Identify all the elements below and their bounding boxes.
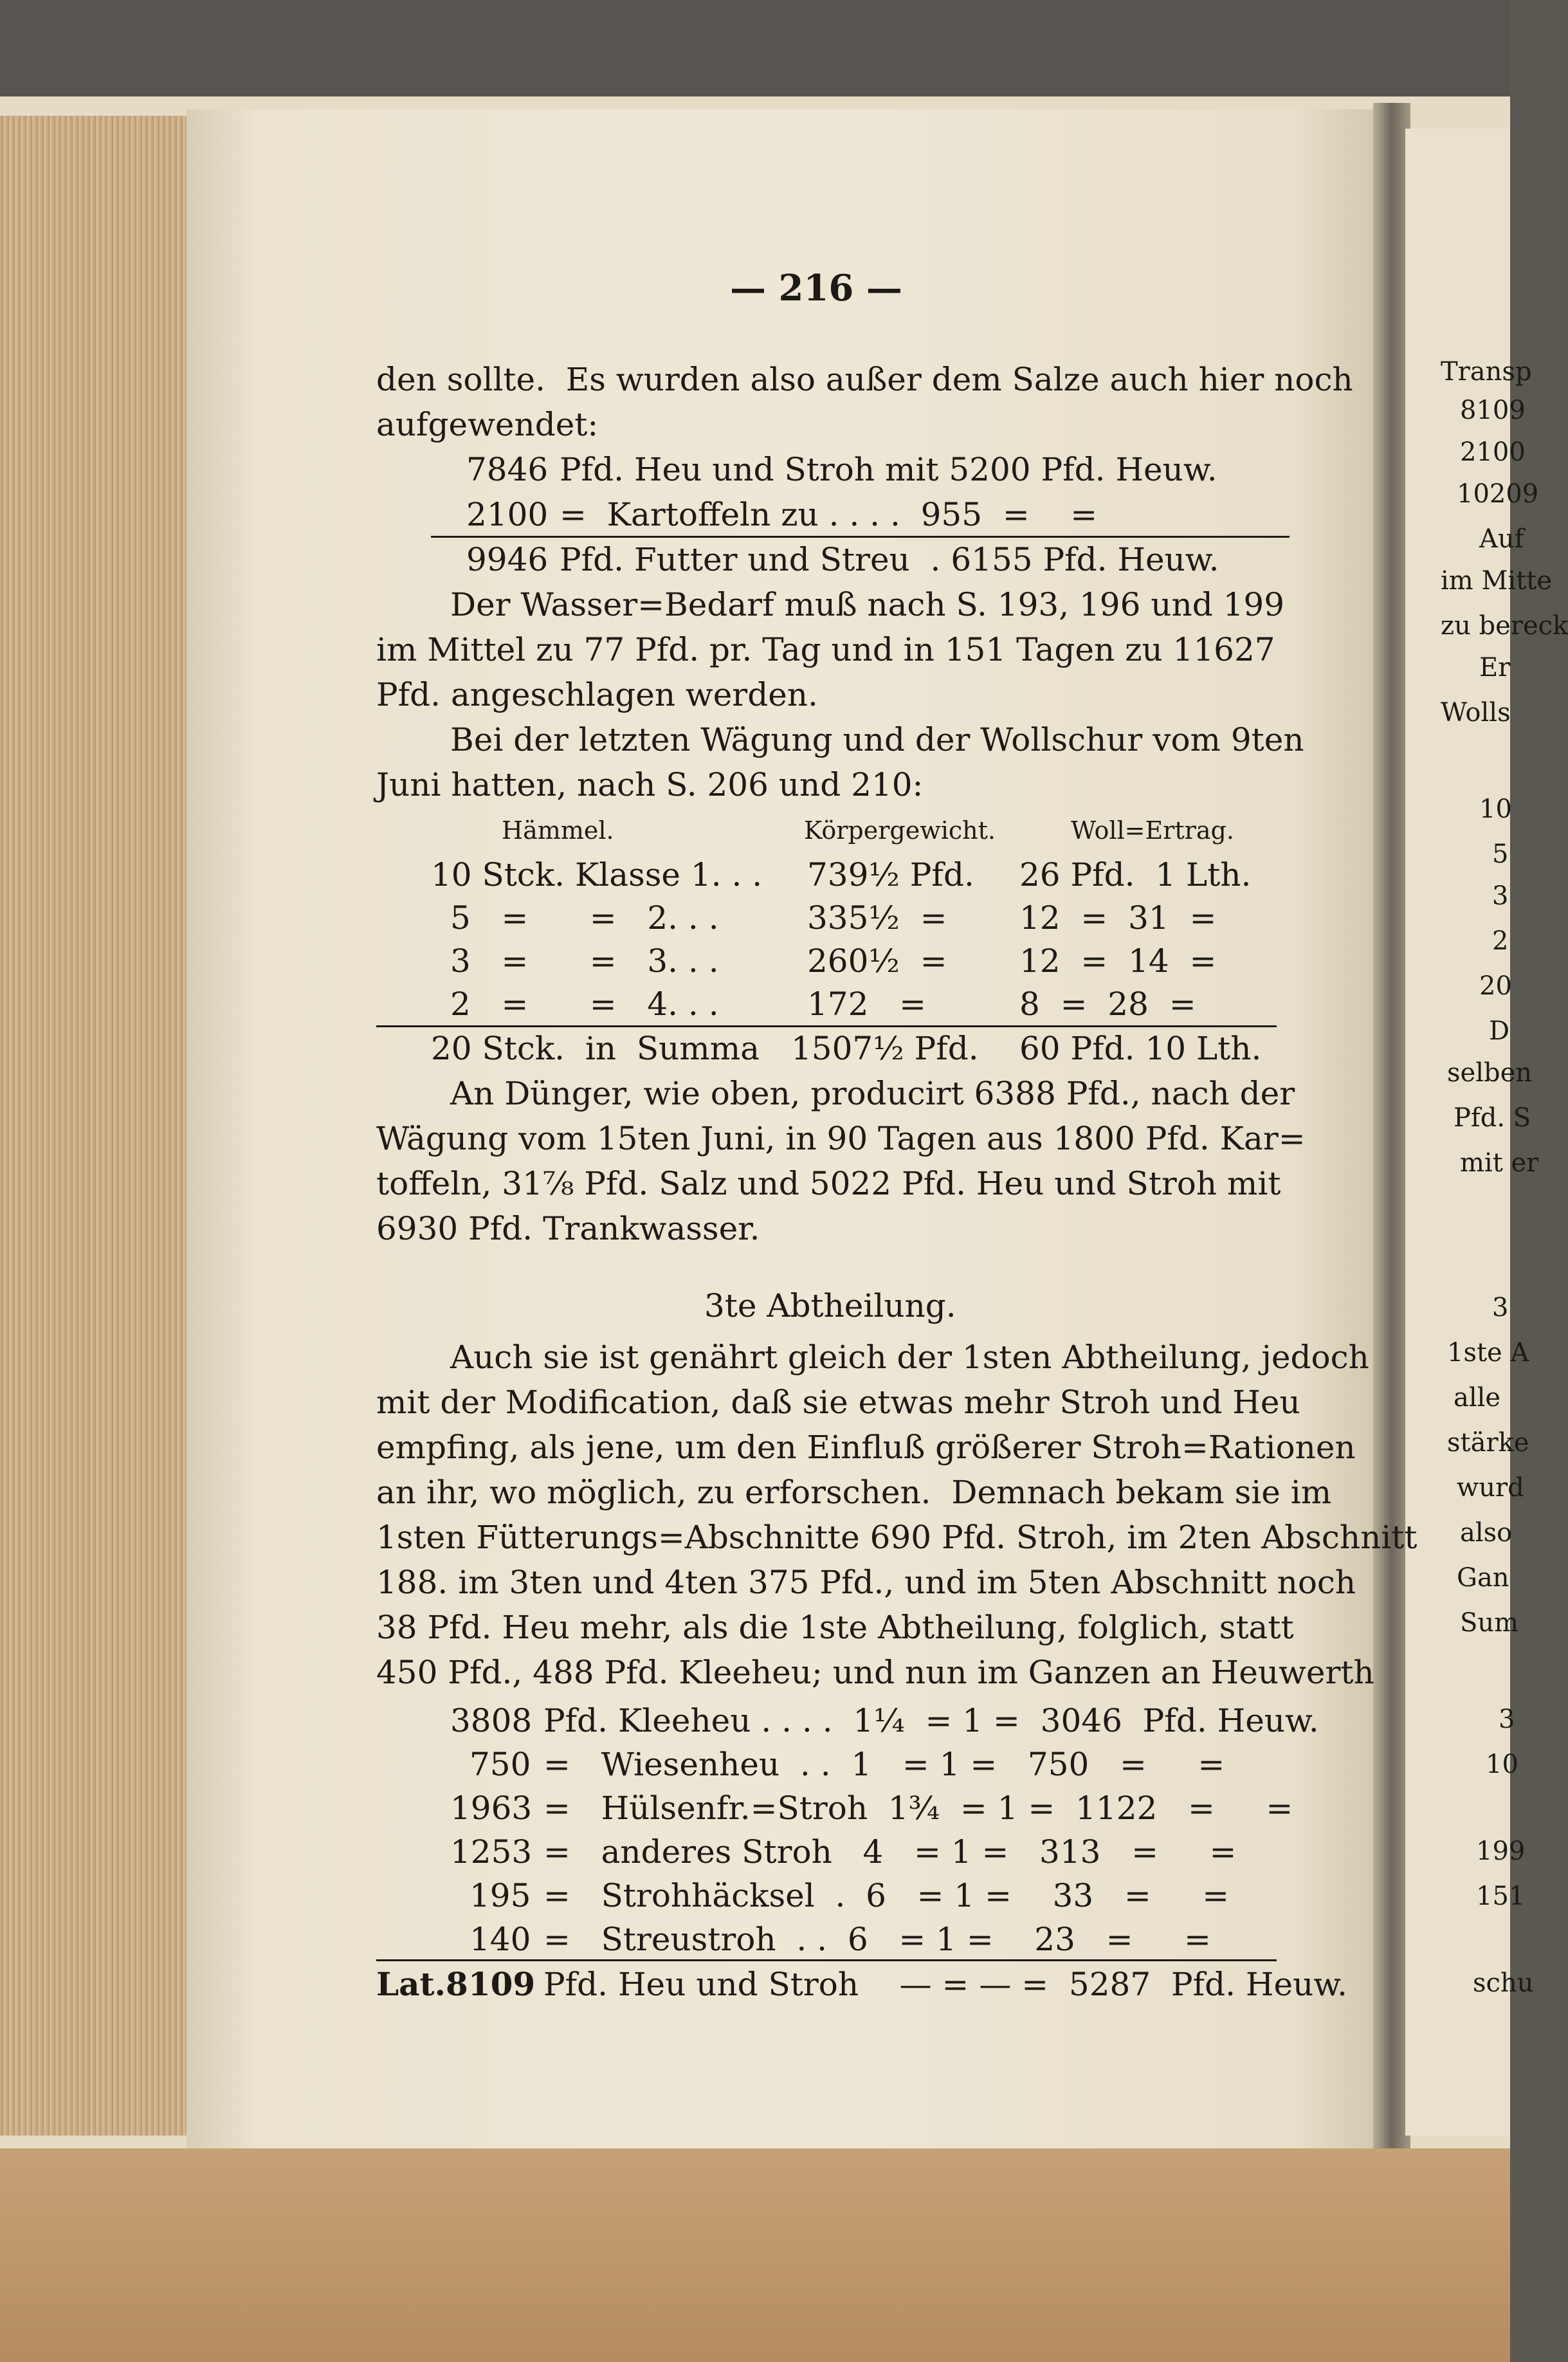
right-page-fragment: 2: [1492, 926, 1509, 956]
sheep-wool: 12 = 31 =: [1019, 899, 1217, 937]
right-page-fragment: 5: [1492, 839, 1509, 869]
fodder-text: = Kartoffeln zu . . . . 955 = =: [560, 496, 1098, 533]
right-page-fragment: selben: [1447, 1058, 1533, 1088]
fodder-text: Pfd. Heu und Stroh mit 5200 Pfd. Heuw.: [560, 451, 1217, 488]
body-line: 6930 Pfd. Trankwasser.: [376, 1210, 760, 1247]
body-line: toffeln, 31⅞ Pfd. Salz und 5022 Pfd. Heu und Stroh mit: [376, 1165, 1281, 1202]
right-page-fragment: 1ste A: [1447, 1338, 1529, 1368]
right-page-fragment: mit er: [1460, 1148, 1539, 1178]
body-line: Bei der letzten Wägung und der Wollschur vom 9ten: [450, 721, 1304, 758]
column-header: Hämmel.: [502, 816, 614, 845]
sheep-wool: 12 = 14 =: [1019, 942, 1217, 980]
hay-text: = anderes Stroh 4 = 1 = 313 = =: [543, 1833, 1237, 1871]
hay-qty: 1253: [450, 1833, 533, 1871]
sheep-count: 10 Stck. Klasse 1. . .: [431, 856, 763, 893]
fodder-text: Pfd. Futter und Streu . 6155 Pfd. Heuw.: [560, 541, 1219, 578]
fodder-qty: 7846: [466, 451, 549, 488]
sheep-total-wool: 60 Pfd. 10 Lth.: [1019, 1030, 1262, 1067]
right-page-fragment: 3: [1492, 1293, 1509, 1323]
right-page-fragment: alle: [1454, 1383, 1501, 1413]
body-line: Auch sie ist genährt gleich der 1sten Abtheilung, jedoch: [450, 1339, 1369, 1376]
fodder-qty: 9946: [466, 541, 549, 578]
right-page-fragment: also: [1460, 1518, 1513, 1548]
body-line: im Mittel zu 77 Pfd. pr. Tag und in 151 Tagen zu 11627: [376, 631, 1275, 668]
sheep-total-count: 20 Stck. in Summa: [431, 1030, 760, 1067]
right-page-fragment: 3: [1499, 1705, 1515, 1734]
hay-text: = Strohhäcksel . 6 = 1 = 33 = =: [543, 1877, 1230, 1914]
column-header: Körpergewicht.: [804, 816, 996, 845]
sheep-count: 3 = = 3. . .: [450, 942, 719, 980]
body-line: Der Wasser=Bedarf muß nach S. 193, 196 und 199: [450, 586, 1285, 623]
sheep-weight: 335½ =: [807, 899, 947, 937]
sheep-count: 2 = = 4. . .: [450, 985, 719, 1023]
right-page-fragment: 199: [1476, 1836, 1526, 1866]
hay-text: = Wiesenheu . . 1 = 1 = 750 = =: [543, 1746, 1225, 1783]
sum-rule: [376, 1025, 1277, 1027]
body-line: Wägung vom 15ten Juni, in 90 Tagen aus 1800 Pfd. Kar=: [376, 1120, 1306, 1157]
right-page-fragment: stärke: [1447, 1428, 1529, 1458]
body-line: empfing, als jene, um den Einfluß größerer Stroh=Rationen: [376, 1429, 1356, 1466]
right-page-fragment: Wolls: [1441, 698, 1511, 728]
sheep-wool: 26 Pfd. 1 Lth.: [1019, 856, 1252, 893]
right-page-fragment: Gan: [1457, 1563, 1509, 1593]
hay-qty: 3808: [450, 1702, 533, 1739]
right-page-fragment: 151: [1476, 1881, 1526, 1911]
body-line: 450 Pfd., 488 Pfd. Kleeheu; und nun im Ganzen an Heuwerth: [376, 1654, 1374, 1691]
right-page-fragment: wurd: [1457, 1473, 1524, 1503]
body-line: Juni hatten, nach S. 206 und 210:: [376, 766, 924, 803]
body-line: 1sten Fütterungs=Abschnitte 690 Pfd. Stroh, im 2ten Abschnitt: [376, 1519, 1418, 1556]
right-page-fragment: 2100: [1460, 437, 1526, 467]
fodder-qty: 2100: [466, 496, 549, 533]
page-number: — 216 —: [730, 267, 902, 309]
hay-total-qty: Lat.8109: [376, 1965, 536, 2003]
right-page-fragment: 3: [1492, 881, 1509, 911]
sum-rule: [431, 536, 1290, 538]
hay-text: Pfd. Kleeheu . . . . 1¼ = 1 = 3046 Pfd. Heuw.: [543, 1702, 1319, 1739]
sheep-count: 5 = = 2. . .: [450, 899, 719, 937]
hay-qty: 750: [469, 1746, 531, 1783]
body-line: Pfd. angeschlagen werden.: [376, 676, 818, 713]
body-line: aufgewendet:: [376, 406, 599, 443]
sheep-weight: 739½ Pfd.: [807, 856, 974, 893]
body-line: den sollte. Es wurden also außer dem Salze auch hier noch: [376, 361, 1353, 398]
section-heading: 3te Abtheilung.: [704, 1287, 956, 1324]
hay-qty: 195: [469, 1877, 531, 1914]
right-page-fragment: Sum: [1460, 1608, 1519, 1638]
sheep-weight: 172 =: [807, 985, 927, 1023]
body-line: 38 Pfd. Heu mehr, als die 1ste Abtheilung, folglich, statt: [376, 1609, 1294, 1646]
column-header: Woll=Ertrag.: [1071, 816, 1234, 845]
hay-qty: 1963: [450, 1790, 533, 1827]
sheep-weight: 260½ =: [807, 942, 947, 980]
body-line: mit der Modification, daß sie etwas mehr Stroh und Heu: [376, 1384, 1300, 1421]
hay-qty: 140: [469, 1921, 531, 1958]
right-page-fragment: 10209: [1457, 479, 1539, 509]
body-line: an ihr, wo möglich, zu erforschen. Demnach bekam sie im: [376, 1474, 1332, 1511]
right-page-fragment: zu bereck: [1441, 611, 1568, 641]
hay-total-text: Pfd. Heu und Stroh — = — = 5287 Pfd. Heuw.: [543, 1966, 1348, 2003]
sum-rule: [376, 1959, 1277, 1961]
right-page-fragment: Er: [1479, 653, 1511, 682]
right-page-fragment: schu: [1473, 1968, 1534, 1998]
sheep-wool: 8 = 28 =: [1019, 985, 1196, 1023]
hay-text: = Streustroh . . 6 = 1 = 23 = =: [543, 1921, 1211, 1958]
sheep-total-weight: 1507½ Pfd.: [791, 1030, 979, 1067]
right-page-fragment: 8109: [1460, 396, 1526, 425]
right-page-fragment: 20: [1479, 971, 1512, 1001]
body-line: An Dünger, wie oben, producirt 6388 Pfd., nach der: [450, 1075, 1295, 1112]
right-page-fragment: D: [1489, 1016, 1510, 1046]
right-page-fragment: Pfd. S: [1454, 1103, 1531, 1133]
book-cover-edge: [0, 2148, 1510, 2362]
right-page-fragment: Transp: [1441, 357, 1532, 387]
right-page-fragment: Auf: [1479, 524, 1524, 554]
page-edges: [0, 116, 196, 2136]
right-page-fragment: im Mitte: [1441, 566, 1553, 596]
body-line: 188. im 3ten und 4ten 375 Pfd., und im 5ten Abschnitt noch: [376, 1564, 1356, 1601]
hay-text: = Hülsenfr.=Stroh 1¾ = 1 = 1122 = =: [543, 1790, 1293, 1827]
right-page-fragment: 10: [1479, 794, 1512, 824]
right-page-fragment: 10: [1486, 1750, 1518, 1779]
